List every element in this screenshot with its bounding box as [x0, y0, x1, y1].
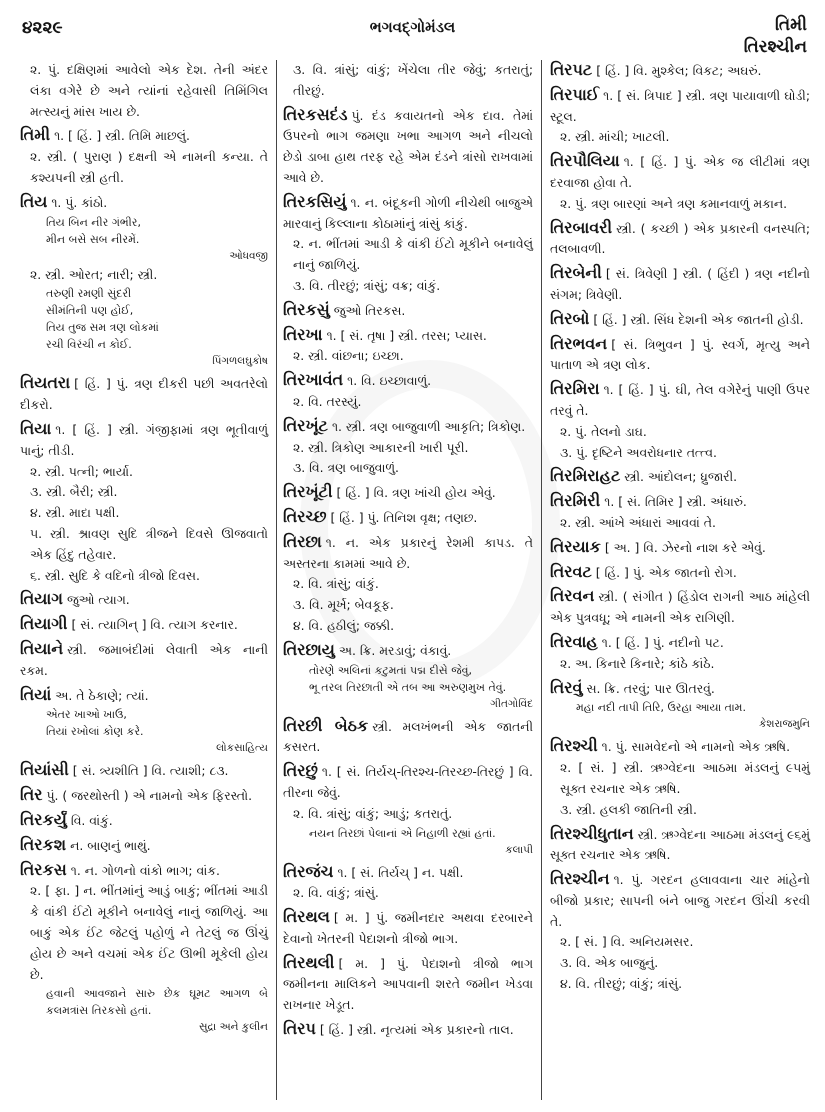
definition: ૨. [ ફા. ] ન. ભીંતમાંનું આડું બાકું; ભીંતમાં આડી કે વાંકી ઈંટો મૂકીને બનાવેલું નાનું જાળિયું. આ બાકું એક ઈંટ જેટલું પહોળું ને તેટલું જ ઊંચું હોય છે અને વચમાં એક ઈંટ ઊભી મૂકેલી હોય છે. [30, 883, 268, 982]
headword: તિરખૂંટ [283, 415, 328, 435]
dictionary-entry [283, 325, 533, 368]
headword: તિરમિરી [550, 491, 601, 511]
dictionary-entry [550, 869, 810, 995]
definition: ૧. [ હિં. ] સ્ત્રી. ગંજીફામાં ત્રણ ભૂતીવાળું પાનું; તીડી. [20, 421, 268, 458]
dictionary-entry [20, 60, 268, 122]
definition: ૨. સ્ત્રી. વાંછના; ઇચ્છા. [293, 348, 404, 364]
guide-word-last: તિરશ્ચીન [743, 37, 807, 57]
definition: જુઓ તિરકસ. [333, 302, 406, 318]
definition: ૩. સ્ત્રી. બૈરી; સ્ત્રી. [30, 484, 118, 500]
definition: [ સં. ત્ર્યશીતિ ] વિ. ત્યાશી; ૮૩. [72, 763, 229, 779]
quotation-line: તોરણે અલિનાં કટુમતાં પદ્મ દીસે જેવું, [309, 663, 472, 677]
dictionary-entry [550, 85, 810, 148]
headword: તિરકશ [20, 834, 67, 854]
guide-words [744, 14, 807, 58]
headword: તિરછાયુ [283, 639, 335, 659]
definition: [ સં. ત્રિભુવન ] પું. સ્વર્ગ, મૃત્યુ અને પાતાળ એ ત્રણ લોક. [550, 336, 810, 373]
dictionary-entry [550, 334, 810, 377]
dictionary-entry [283, 953, 533, 1016]
dictionary-entry [283, 416, 533, 479]
quotation-line: મીન બસે સબ નીરમેં. [46, 232, 140, 246]
dictionary-entry [20, 685, 268, 758]
quotation-source: પિંગળલઘુકોષ [212, 355, 268, 368]
quotation-line: સીમંતિની પણ હોઈ, [46, 304, 134, 318]
quotation-line: રચી વિરંચી ન કોઈ. [46, 338, 132, 352]
headword: તિરપાઈ [550, 84, 600, 104]
quotation-source: ગીતગોવિંદ [490, 697, 533, 710]
headword: તિમી [20, 125, 51, 145]
headword: તિરવું [550, 677, 583, 697]
definition: ૧. [ હિં. ] પું. ઘી, તેલ વગેરેનું પાણી ઉપર તરવું તે. [550, 382, 810, 418]
book-title: ભગવદ્ગોમંડલ [369, 18, 456, 36]
headword: તિરપૌલિયા [550, 151, 620, 171]
headword: તિરકસ [20, 859, 67, 879]
dictionary-entry [283, 60, 533, 102]
dictionary-entry [283, 507, 533, 529]
definition: [ મ. ] પું. જમીનદાર અથવા દરબારને દેવાનો ખેતરની પેદાશનો ત્રીજો ભાગ. [283, 910, 533, 946]
dictionary-entry [550, 263, 810, 306]
dictionary-entry [550, 678, 810, 734]
definition: [ હિં. ] વિ. મુશ્કેલ; વિકટ; અઘરું. [596, 63, 762, 78]
dictionary-entry [550, 218, 810, 261]
quotation-line: એતર ખાઓ ખાઉ, [46, 708, 127, 722]
definition: ૧. [ સં. ત્રિપાદ ] સ્ત્રી. ત્રણ પાયાવાળી ઘોડી; સ્ટૂલ. [550, 87, 810, 124]
column-divider [276, 60, 277, 1100]
dictionary-entry [283, 192, 533, 297]
dictionary-entry [283, 907, 533, 950]
definition: ૨. વિ. ત્રાંસું; વાંકું; આડું; કતરાતું. [293, 805, 453, 821]
headword: તિરવન [550, 586, 595, 606]
column-3 [550, 60, 810, 998]
headword: તિરખા [283, 324, 323, 344]
headword: તિરછું [283, 761, 318, 781]
definition: ૩. વિ. એક બાજુનું. [560, 955, 659, 971]
definition: ૨. [ સં. ] વિ. અનિયમસર. [560, 934, 694, 950]
dictionary-entry [20, 785, 268, 807]
definition: સ્ત્રી. જમાબંદીમાં લેવાતી એક નાની રકમ. [20, 641, 268, 678]
dictionary-entry [20, 614, 268, 636]
dictionary-entry [20, 373, 268, 416]
dictionary-entry [550, 736, 810, 820]
dictionary-entry [550, 586, 810, 629]
definition: ૨. સ્ત્રી. માંચી; ખાટલી. [560, 129, 670, 145]
headword: તિરશ્ચીધુતાન [550, 823, 634, 843]
definition: ૧. પું. સામવેદનો એ નામનો એક ઋષિ. [601, 739, 791, 755]
headword: તિરકર્યું [20, 809, 67, 829]
definition: જુઓ ત્યાગ. [66, 592, 130, 608]
definition: ૬. સ્ત્રી. સુદિ કે વદિનો ત્રીજો દિવસ. [30, 567, 200, 583]
headword: તિરયાક [550, 536, 601, 556]
dictionary-entry [550, 824, 810, 867]
definition: ૧. [ હિં. ] પું. નદીનો પટ. [601, 634, 724, 650]
definition: ૧. પું. ગરદન હલાવવાના ચાર માંહેનો બીજો પ્રકાર; સાપની બંને બાજુ ગરદન ઊંચી કરવી તે. [550, 872, 810, 929]
headword: તિરવાહ [550, 631, 598, 651]
dictionary-entry [550, 151, 810, 214]
definition: વિ. વાંકું. [70, 812, 113, 828]
definition: ૨. વિ. તરસ્યું. [293, 393, 362, 409]
headword: તિરકસદંડ [283, 104, 348, 124]
definition: [ હિં. ] પું. ત્રણ દીકરી પછી અવતરેલો દીકરો. [20, 376, 268, 413]
headword: તિરબો [550, 308, 590, 328]
quotation-line: મહા નદી તાપી તિરિ, ઉરહા આયા તામ. [576, 701, 746, 715]
dictionary-entry [283, 482, 533, 504]
dictionary-entry [550, 309, 810, 331]
headword: તિરથલી [283, 952, 335, 972]
headword: તિરખૂંટી [283, 482, 333, 502]
column-2 [283, 60, 533, 1044]
quotation-line: તિય તુજ સમ ત્રણ લોકમાં [46, 321, 159, 335]
column-1 [20, 60, 268, 1039]
page-number: ૪૨૨૯ [22, 18, 63, 38]
definition: [ હિં. ] પું. તિનિશ વૃક્ષ; તણછ. [330, 509, 478, 525]
definition: ૧. ન. બંદૂકની ગોળી નીચેથી બાજુએ મારવાનું કિલ્લાના કોઠામાંનું ત્રાંસું કાંકું. [283, 194, 533, 231]
definition: ૩. વિ. ત્રાંસું; વાંકું; ખેંચેલા તીર જેવું; કતરાતું; તીરછું. [293, 62, 533, 98]
definition: ૧. [ હિં. ] પું. એક જ લીટીમાં ત્રણ દરવાજા હોવા તે. [550, 154, 810, 190]
definition: ૨. સ્ત્રી. પત્ની; ભાર્યા. [30, 463, 133, 479]
quotation-source: સુદ્રા અને કુલીન [198, 1021, 268, 1034]
dictionary-entry [550, 466, 810, 488]
definition: ૪. વિ. તીરછું; વાંકું; ત્રાંસું. [560, 976, 683, 992]
definition: ૩. વિ. મૂર્ખ; બેવકૂફ. [293, 597, 394, 613]
dictionary-entry [550, 632, 810, 675]
dictionary-entry [283, 761, 533, 858]
dictionary-entry [20, 835, 268, 857]
definition: ૫. સ્ત્રી. શ્રાવણ સુદિ ત્રીજને દિવસે ઊજવાતો એક હિંદુ તહેવાર. [30, 525, 268, 562]
definition: ૨. પું. દક્ષિણમાં આવેલો એક દેશ. તેની અંદર લંકા વગેરે છે અને ત્યાંનાં રહેવાસી તિમિંગિલ મત્સ્યનું માંસ ખાય છે. [30, 62, 268, 119]
dictionary-entry [550, 491, 810, 534]
dictionary-entry [20, 760, 268, 782]
headword: તિયાં [20, 684, 52, 704]
definition: ૩. વિ. તીરછું; ત્રાંસું; વક્ર; વાંકું. [293, 277, 441, 293]
quotation-source: લોકસાહિત્ય [216, 742, 268, 755]
definition: ૧. [ સં. તૃષા ] સ્ત્રી. તરસ; પ્યાસ. [326, 327, 487, 343]
quotation-source: કેશરાજમુનિ [758, 718, 810, 731]
dictionary-entry [283, 532, 533, 637]
dictionary-entry [283, 716, 533, 759]
dictionary-entry [283, 105, 533, 189]
dictionary-entry [550, 562, 810, 584]
definition: ૨. વિ. ત્રાંસું; વાંકું. [293, 576, 379, 592]
headword: તિરશ્ચી [550, 736, 598, 756]
definition: સ. ક્રિ. તરવું; પાર ઊતરવું. [586, 680, 715, 696]
definition: ૩. પું. દૃષ્ટિને અવરોધનાર તત્ત્વ. [560, 444, 717, 460]
headword: તિરછી બેઠક [283, 715, 369, 735]
dictionary-entry [550, 379, 810, 463]
definition: [ હિં. ] સ્ત્રી. નૃત્યમાં એક પ્રકારનો તાલ. [319, 1022, 514, 1038]
definition: સ્ત્રી. મલખંભની એક જાતની કસરત. [283, 718, 533, 755]
headword: તિરપટ [550, 60, 593, 79]
definition: ૧. [ સં. તિર્યચ્ ] ન. પક્ષી. [337, 864, 464, 880]
dictionary-entry [283, 862, 533, 905]
definition: ૨. સ્ત્રી. આંખે અંધારાં આવવાં તે. [560, 514, 716, 530]
quotation-source: ઓધવજી [229, 249, 268, 262]
definition: [ સં. ત્યાગિન્ ] વિ. ત્યાગ કરનાર. [71, 617, 238, 633]
definition: ૨. પું. ત્રણ બારણાં અને ત્રણ કમાનવાળું મકાન. [560, 195, 788, 211]
dictionary-entry [20, 810, 268, 832]
headword: તિરછા [283, 531, 322, 551]
definition: પું. ( જરથોસ્તી ) એ નામનો એક ફિરસ્તો. [46, 788, 253, 804]
headword: તિયા [20, 418, 52, 438]
dictionary-entry [20, 419, 268, 586]
dictionary-entry [20, 589, 268, 611]
dictionary-entry [20, 125, 268, 188]
definition: ૧. [ સં. તિમિર ] સ્ત્રી. અંધારું. [604, 494, 747, 510]
definition: ૨. [ સં. ] સ્ત્રી. ઋગ્વેદના આઠમા મંડલનું ૯૫મું સૂક્ત રચનાર એક ઋષિ. [560, 760, 810, 796]
column-divider [541, 60, 542, 1100]
definition: સ્ત્રી. ઋગ્વેદના આઠમા મંડલનું ૯૬મું સૂક્ત રચનાર એક ઋષિ. [550, 826, 810, 863]
definition: [ હિં. ] સ્ત્રી. સિંધ દેશની એક જાતની હોડી. [593, 311, 804, 327]
definition: [ સં. ત્રિવેણી ] સ્ત્રી. ( હિંદી ) ત્રણ નદીનો સંગમ; ત્રિવેણી. [550, 266, 810, 302]
headword: તિયાંસી [20, 760, 69, 780]
headword: તિરખાવંત [283, 370, 344, 390]
quotation-line: તિયાં રખોલાં કોણ કરે. [46, 725, 144, 739]
dictionary-entry [283, 640, 533, 713]
headword: તિરમિરાહટ [550, 466, 621, 486]
headword: તિરવટ [550, 561, 592, 581]
dictionary-entry [550, 537, 810, 559]
definition: અ. ક્રિ. મરડાવું; વંકાવું. [338, 642, 452, 658]
headword: તિયાગી [20, 614, 68, 634]
definition: [ અ. ] વિ. ઝેરનો નાશ કરે એવું. [604, 539, 766, 555]
definition: ૪. સ્ત્રી. માદા પક્ષી. [30, 505, 120, 521]
headword: તિરપ [283, 1019, 316, 1039]
definition: અ. તે ઠેકાણે; ત્યાં. [55, 687, 149, 703]
definition: [ હિં. ] વિ. ત્રણ ખાંચી હોય એવું. [336, 485, 496, 501]
definition: ૨. ન. ભીંતમાં આડી કે વાંકી ઈંટો મૂકીને બનાવેલું નાનું જાળિયું. [293, 236, 533, 273]
definition: ૪. વિ. હઠીલું; જક્કી. [293, 617, 395, 633]
definition: ૨. પું. તેલનો ડાઘ. [560, 423, 647, 439]
definition: ૨. સ્ત્રી. ત્રિકોણ આકારની ખારી પૂરી. [293, 439, 469, 455]
dictionary-entry [283, 300, 533, 322]
dictionary-entry [283, 370, 533, 413]
definition: સ્ત્રી. ( સંગીત ) હિંડોલ રાગની આઠ માંહેલી એક પુત્રવધૂ; એ નામની એક રાગિણી. [550, 589, 810, 626]
dictionary-entry [283, 1019, 533, 1041]
definition: ૨. સ્ત્રી. ( પુરાણ ) દક્ષની એ નામની કન્યા. તે કશ્યપની સ્ત્રી હતી. [30, 149, 268, 185]
definition: ૧. પું. કાંઠો. [51, 194, 108, 210]
definition: ૧. [ સં. તિર્યચ્-તિરશ્ચ-તિરચ્છ-તિરછું ] વિ. તીરના જેવું. [283, 764, 533, 800]
dictionary-entry [20, 860, 268, 1037]
quotation-line: તિય બિન નીર ગંભીર, [46, 215, 141, 229]
definition: ૨. સ્ત્રી. ઓરત; નારી; સ્ત્રી. [30, 266, 158, 282]
headword: તિરથલ [283, 907, 330, 927]
definition: [ મ. ] પું. પેદાશનો ત્રીજો ભાગ જમીનના માલિકને આપવાની શરતે જમીન ખેડવા રાખનાર ખેડૂત. [283, 955, 533, 1013]
dictionary-entry [20, 639, 268, 682]
quotation-source: કલાપી [505, 843, 533, 856]
headword: તિરબાવરી [550, 217, 613, 237]
definition: ૧. વિ. ઇચ્છાવાળું. [347, 373, 432, 389]
headword: તિરકસું [283, 299, 330, 319]
definition: ૧. સ્ત્રી. ત્રણ બાજુવાળી આકૃતિ; ત્રિકોણ. [331, 418, 526, 434]
dictionary-entry [550, 60, 810, 82]
page-header [0, 10, 825, 60]
dictionary-entry [20, 192, 268, 371]
definition: ૨. વિ. વાંકું; ત્રાંસું. [293, 885, 379, 901]
definition: ૧. [ હિં. ] સ્ત્રી. તિમિ માછલું. [54, 128, 190, 144]
definition: ૩. સ્ત્રી. હલકી જાતિની સ્ત્રી. [560, 801, 697, 817]
quotation-line: તરુણી રમણી સુંદરી [46, 287, 132, 301]
guide-word-first: તિમી [775, 15, 807, 35]
headword: તિરભવન [550, 333, 608, 353]
headword: તિરમિરા [550, 379, 600, 399]
headword: તિયાને [20, 638, 64, 658]
definition: પું. દંડ કવાયતનો એક દાવ. તેમાં ઉપરનો ભાગ જમણા ખભા આગળ અને નીચલો છેડો ડાબા હાથ તરફ રહે એમ દંડને ત્રાંસો રાખવામાં આવે છે. [283, 107, 533, 185]
definition: ૩. વિ. ત્રણ બાજુવાળું. [293, 460, 399, 476]
definition: [ હિં. ] પું. એક જાતનો રોગ. [595, 564, 737, 580]
definition: ૧. ન. એક પ્રકારનું રેશમી કાપડ. તે અસ્તરના કામમાં આવે છે. [283, 534, 533, 571]
headword: તિયતરા [20, 373, 71, 393]
headword: તિરબેની [550, 263, 602, 283]
headword: તિરજંચ [283, 861, 334, 881]
headword: તિય [20, 191, 48, 211]
definition: ૧. ન. ગોળનો વાંકો ભાગ; વાંક. [70, 862, 220, 878]
quotation-line: નયન તિરછાં પેલાનાં એ નિહાળી રહ્યાં હતાં. [309, 826, 496, 840]
headword: તિરકસિયું [283, 191, 347, 211]
quotation-line: હવાની આવજાને સારુ છેક ઘૂમટ આગળ બે કલમત્રાંસ તિરકસો હતાં. [46, 987, 268, 1018]
headword: તિરચ્છ [283, 506, 327, 526]
headword: તિયાગ [20, 589, 63, 609]
definition: સ્ત્રી. આંદોલન; ધ્રુજારી. [624, 469, 738, 485]
definition: ૨. અ. કિનારે કિનારે; કાંઠે કાંઠે. [560, 655, 715, 671]
quotation-line: ભૂ તરલ તિરછાતી એ તબ આ અરુણમુખ તેવું. [309, 680, 507, 694]
definition: ન. બાણનું ભાથું. [70, 837, 151, 853]
headword: તિરશ્ચીન [550, 869, 610, 889]
headword: તિર [20, 785, 43, 805]
definition: સ્ત્રી. ( કચ્છી ) એક પ્રકારની વનસ્પતિ; તલબાવળી. [550, 220, 810, 257]
